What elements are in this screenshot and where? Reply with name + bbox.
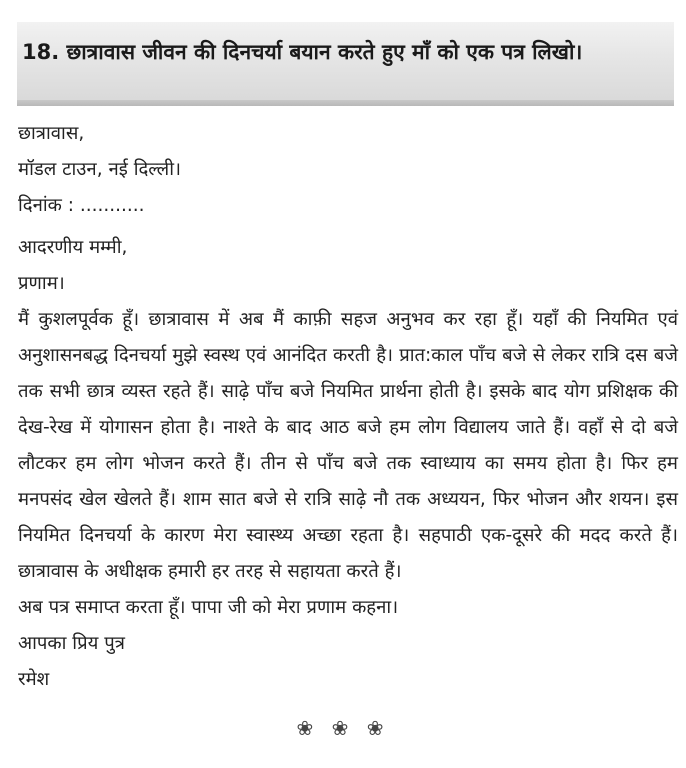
question-text: छात्रावास जीवन की दिनचर्या बयान करते हुए माँ को एक पत्र लिखो।	[66, 40, 583, 64]
date-line: दिनांक : ...........	[18, 195, 145, 216]
flower-ornament-icon: ❀ ❀ ❀	[296, 716, 390, 740]
question-number: 18.	[22, 40, 60, 64]
address-line-1: छात्रावास,	[18, 123, 85, 144]
address-line-2: मॉडल टाउन, नई दिल्ली।	[18, 159, 181, 180]
question-heading	[22, 30, 672, 74]
greeting: प्रणाम।	[18, 273, 65, 294]
signature: रमेश	[18, 669, 50, 690]
closing-line: अब पत्र समाप्त करता हूँ। पापा जी को मेरा प्रणाम कहना।	[18, 597, 399, 618]
sign-off: आपका प्रिय पुत्र	[18, 633, 125, 654]
letter	[18, 116, 678, 698]
letter-body: मैं कुशलपूर्वक हूँ। छात्रावास में अब मैं काफ़ी सहज अनुभव कर रहा हूँ। यहाँ की नियमित एवं अनुशासनबद्ध दिनचर्या मुझे स्वस्थ एवं आनंदित करती है। प्रात:काल पाँच बजे से लेकर रात्रि दस बजे तक सभी छात्र व्यस्त रहते हैं। साढ़े पाँच बजे नियमित प्रार्थना होती है। इसके बाद योग प्रशिक्षक की देख-रेख में योगासन होता है। नाश्ते के बाद आठ बजे हम लोग विद्यालय जाते हैं। वहाँ से दो बजे लौटकर हम लोग भोजन करते हैं। तीन से पाँच बजे तक स्वाध्याय का समय होता है। फिर हम मनपसंद खेल खेलते हैं। शाम सात बजे से रात्रि साढ़े नौ तक अध्ययन, फिर भोजन और शयन। इस नियमित दिनचर्या के कारण मेरा स्वास्थ्य अच्छा रहता है। सहपाठी एक-दूसरे की मदद करते हैं। छात्रावास के अधीक्षक हमारी हर तरह से सहायता करते हैं।	[18, 309, 678, 582]
salutation: आदरणीय मम्मी,	[18, 237, 128, 258]
